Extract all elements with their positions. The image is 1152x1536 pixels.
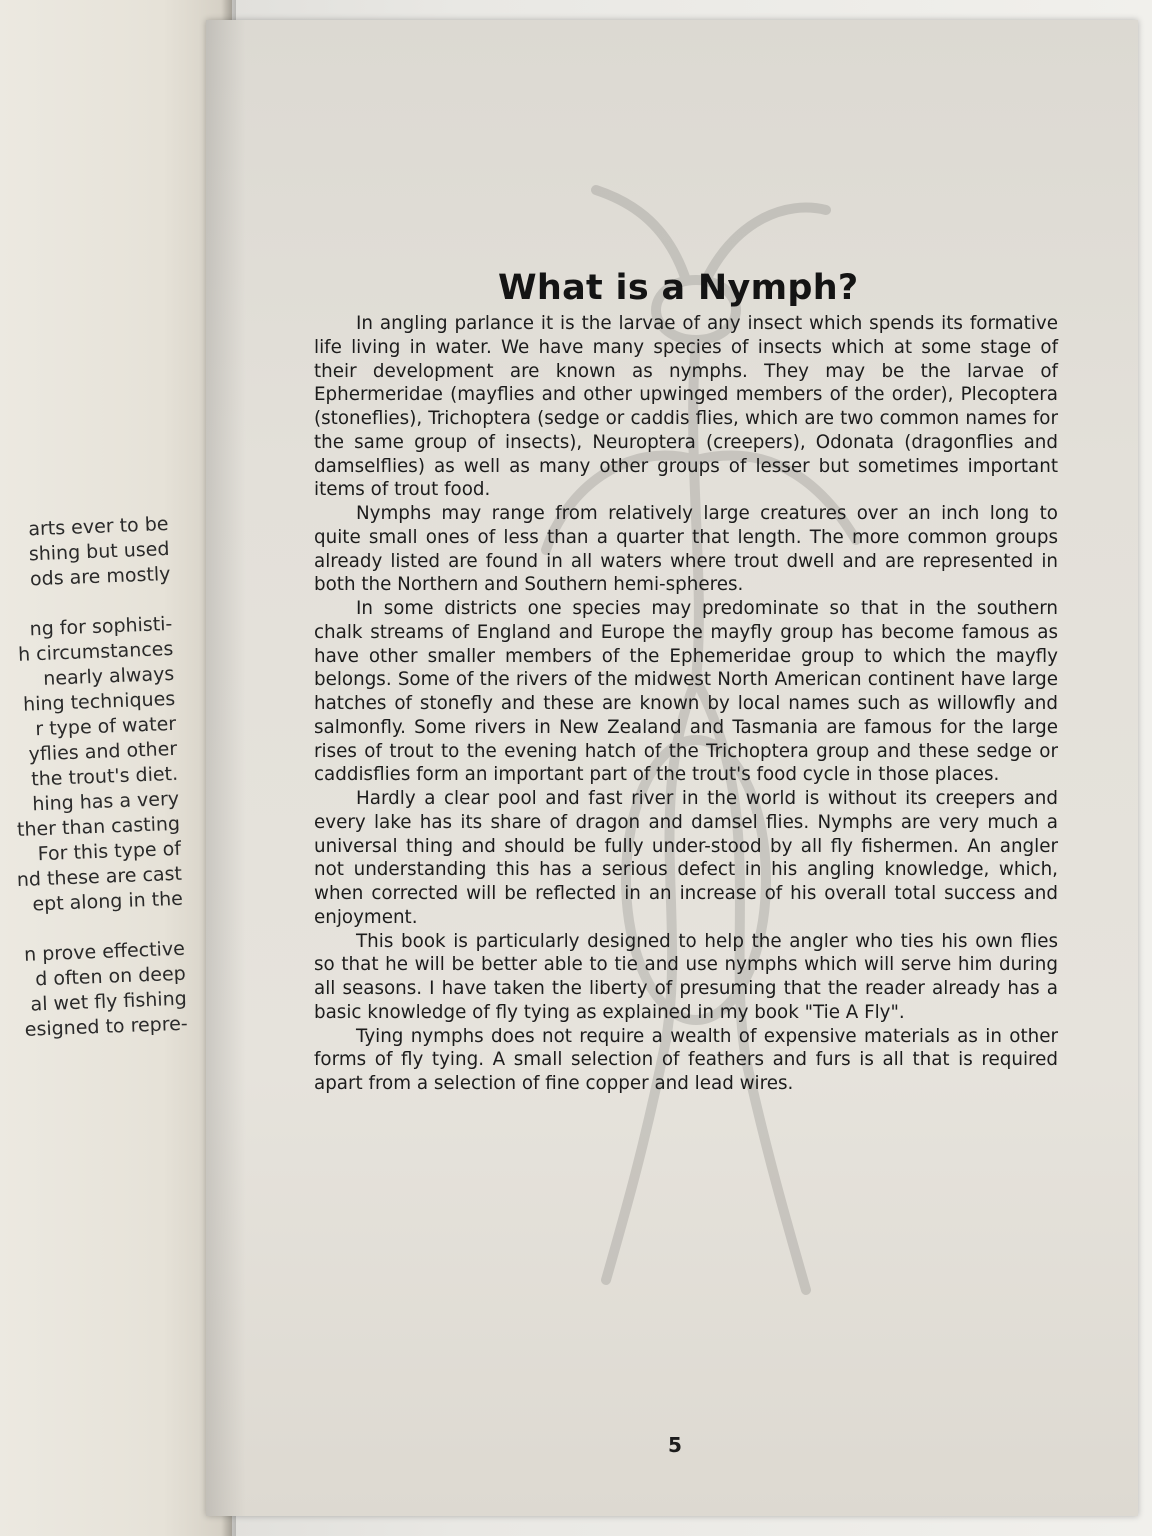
left-page-text: [0, 512, 188, 1043]
left-page-line: nearly always: [42, 662, 175, 690]
paragraph: Hardly a clear pool and fast river in the world is without its creepers and every lake has its share of dragon and damsel flies. Nymphs are very much a universal thing and should be fully under-stood by all fly fishermen. An angler not understanding this has a serious defect in his angling knowledge, which, when corrected will be reflected in an increase of his overall total success and enjoyment.: [314, 788, 1058, 928]
left-page-line: the trout's diet.: [30, 762, 179, 791]
left-page-line: al wet fly fishing: [30, 987, 188, 1016]
book-page: [206, 20, 1138, 1516]
left-page-line: hing techniques: [22, 687, 176, 716]
left-page-line: h circumstances: [17, 637, 174, 666]
left-page-line: ng for sophisti-: [29, 612, 173, 641]
left-page: [0, 0, 232, 1536]
left-page-line: ther than casting: [16, 812, 181, 842]
paragraph: In angling parlance it is the larvae of any insect which spends its formative life living in water. We have many species of insects which at some stage of their development are known as nymphs. They may be the larvae of Ephermeridae (mayflies and other upwinged members of the order), Plecoptera (stoneflies), Trichoptera (sedge or caddis flies, which are two common names for the same group of insects), Neuroptera (creepers), Odonata (dragonflies and damselflies) as well as many other groups of lesser but sometimes important items of trout food.: [314, 313, 1058, 501]
paragraph: In some districts one species may predominate so that in the southern chalk streams of England and Europe the mayfly group has become famous as have other smaller members of the Ephemeridae group to which the mayfly belongs. Some of the rivers of the midwest North American continent have large hatches of stonefly and these are known by local names such as willowfly and salmonfly. Some rivers in New Zealand and Tasmania are famous for the large rises of trout to the evening hatch of the Trichoptera group and these sedge or caddisflies form an important part of the trout's food cycle in those places.: [314, 598, 1058, 786]
left-page-line: shing but used: [28, 537, 170, 566]
left-page-line: nd these are cast: [16, 862, 183, 892]
left-page-line: arts ever to be: [27, 512, 169, 541]
paragraph: Tying nymphs does not require a wealth of expensive materials as in other forms of fly tying. A small selection of feathers and furs is all that is required apart from a selection of fine copper and lead wires.: [314, 1025, 1058, 1094]
left-page-line: r type of water: [34, 712, 177, 741]
left-page-line: yflies and other: [28, 737, 178, 766]
left-page-line: n prove effective: [23, 937, 186, 966]
page-spine-shade: [206, 20, 246, 1516]
paragraph: This book is particularly designed to help the angler who ties his own flies so that he will be better able to tie and use nymphs which will serve him during all seasons. I have taken the liberty of presuming that the reader already has a basic knowledge of fly tying as explained in my book "Tie A Fly".: [314, 930, 1058, 1023]
paragraph: Nymphs may range from relatively large creatures over an inch long to quite small ones of less than a quarter that length. The more common groups already listed are found in all waters where trout dwell and are represented in both the Northern and Southern hemi-spheres.: [314, 503, 1058, 596]
page-title: What is a Nymph?: [498, 268, 859, 308]
left-page-line: hing has a very: [31, 787, 180, 816]
page-number: 5: [668, 1433, 682, 1457]
left-page-line: d often on deep: [34, 962, 187, 991]
left-page-line: ept along in the: [32, 887, 184, 916]
left-page-line: ods are mostly: [29, 562, 171, 591]
left-page-line: For this type of: [37, 837, 182, 866]
body-text: [314, 312, 1058, 1096]
left-page-line: esigned to repre-: [24, 1012, 189, 1041]
